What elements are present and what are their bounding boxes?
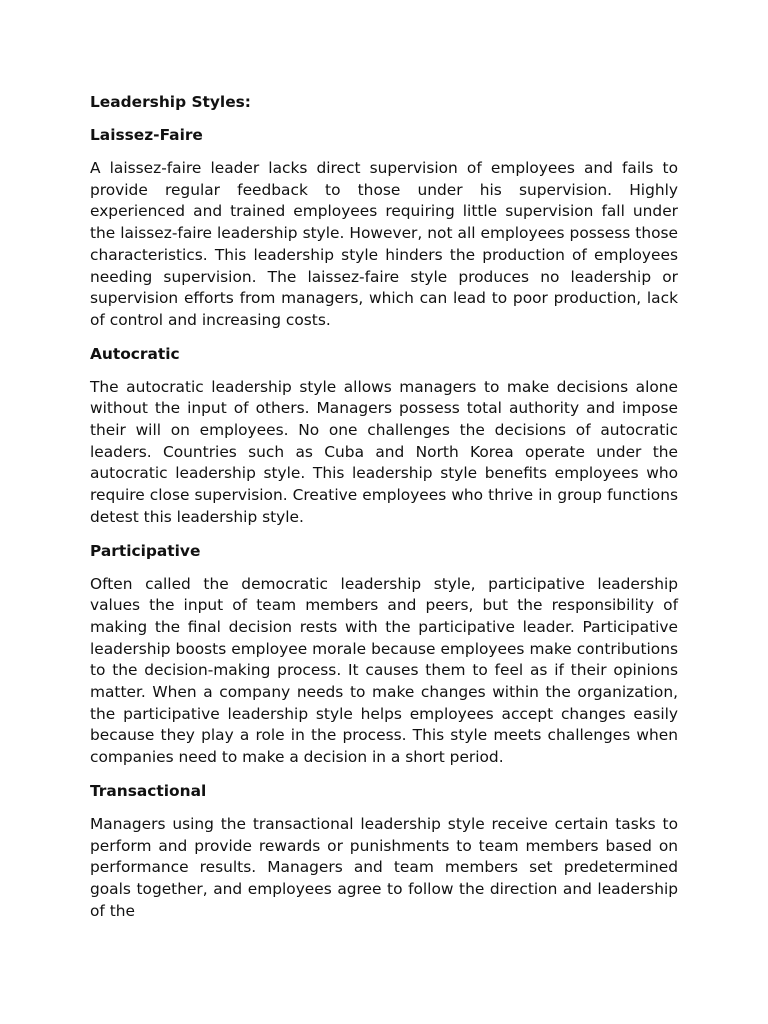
section-laissez-faire	[90, 125, 678, 332]
document-title: Leadership Styles:	[90, 93, 251, 111]
section-transactional	[90, 781, 678, 923]
section-heading: Transactional	[90, 781, 207, 800]
section-paragraph: The autocratic leadership style allows managers to make decisions alone without the input of others. Managers possess total authority and impose their will on employees. No one challenges the decisions of autocratic leaders. Countries such as Cuba and North Korea operate under the autocratic leadership style. This leadership style benefits employees who require close supervision. Creative employees who thrive in group functions detest this leadership style.	[90, 377, 678, 526]
document-page	[90, 92, 678, 934]
section-participative	[90, 541, 678, 769]
section-heading: Participative	[90, 541, 201, 560]
section-paragraph: Managers using the transactional leadership style receive certain tasks to perform and provide rewards or punishments to team members based on performance results. Managers and team members set predetermined goals together, and employees agree to follow the direction and leadership of the	[90, 814, 678, 920]
section-heading: Laissez-Faire	[90, 126, 203, 144]
section-heading: Autocratic	[90, 344, 180, 363]
section-autocratic	[90, 344, 678, 529]
section-paragraph: A laissez-faire leader lacks direct supervision of employees and fails to provide regular feedback to those under his supervision. Highly experienced and trained employees requiring little supervision fall under the laissez-faire leadership style. However, not all employees possess those characteristics. This leadership style hinders the production of employees needing supervision. The laissez-faire style produces no leadership or supervision efforts from managers, which can lead to poor production, lack of control and increasing costs.	[90, 159, 678, 329]
section-paragraph: Often called the democratic leadership style, participative leadership values the input of team members and peers, but the responsibility of making the final decision rests with the participative leader. Participative leadership boosts employee morale because employees make contributions to the decision-making process. It causes them to feel as if their opinions matter. When a company needs to make changes within the organization, the participative leadership style helps employees accept changes easily because they play a role in the process. This style meets challenges when companies need to make a decision in a short period.	[90, 574, 678, 767]
